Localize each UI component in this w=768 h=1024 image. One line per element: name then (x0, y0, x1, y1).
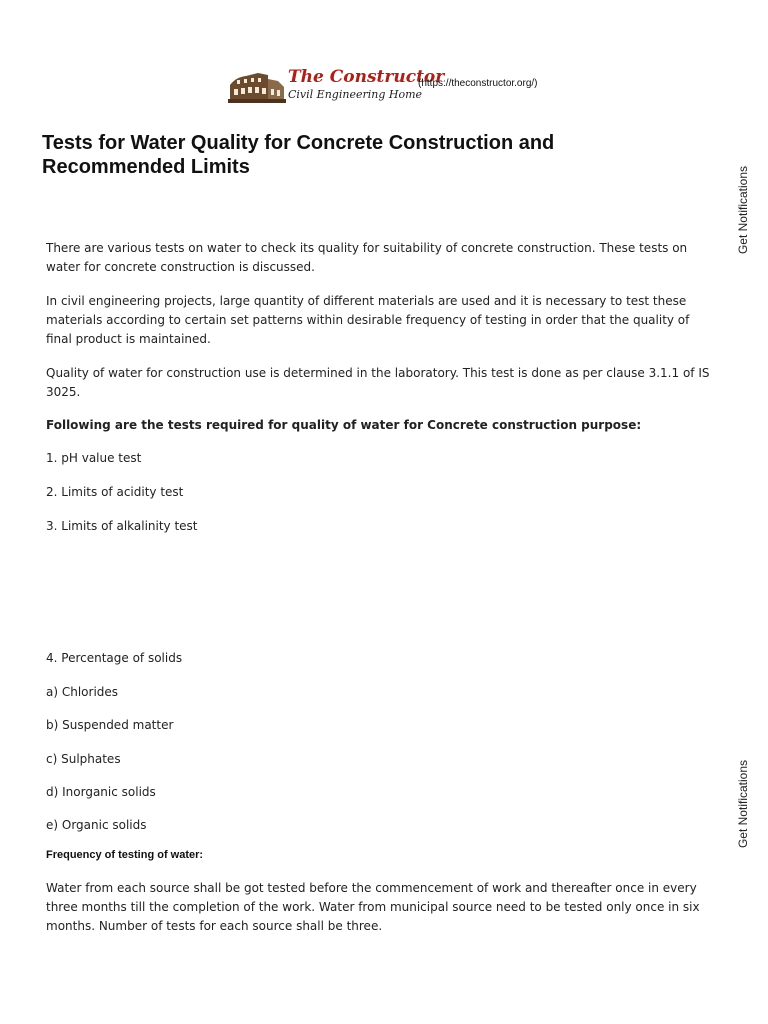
intro-paragraph: There are various tests on water to check its quality for suitability of concrete construction. These tests on water for concrete construction is discussed. (46, 241, 688, 274)
list-item: 3. Limits of alkalinity test (46, 519, 198, 533)
colosseum-logo-icon (228, 69, 286, 103)
materials-paragraph: In civil engineering projects, large quantity of different materials are used and it is necessary to test these materials according to certain set patterns within desirable frequency of testing in order that the quality of final product is maintained. (46, 294, 690, 346)
page-title: Tests for Water Quality for Concrete Construction and Recommended Limits (42, 132, 555, 178)
frequency-heading: Frequency of testing of water: (46, 849, 204, 861)
list-item: e) Organic solids (46, 818, 147, 832)
tests-heading: Following are the tests required for quality of water for Concrete construction purpose: (46, 418, 642, 432)
get-notifications-button-bottom[interactable]: Get Notifications (736, 759, 750, 849)
site-url[interactable]: (https://theconstructor.org/) (418, 78, 538, 89)
get-notifications-button-top[interactable]: Get Notifications (736, 165, 750, 255)
list-item: d) Inorganic solids (46, 785, 156, 799)
logo-subtitle: Civil Engineering Home (288, 88, 423, 101)
list-item: 2. Limits of acidity test (46, 485, 184, 499)
frequency-paragraph: Water from each source shall be got tested before the commencement of work and thereafter once in every three months till the completion of the work. Water from municipal source need to be tested only once in six months. Number of tests for each source shall be three. (46, 881, 700, 933)
list-item: 1. pH value test (46, 451, 142, 465)
list-item: 4. Percentage of solids (46, 651, 183, 665)
list-item: a) Chlorides (46, 685, 119, 699)
list-item: c) Sulphates (46, 752, 121, 766)
list-item: b) Suspended matter (46, 718, 174, 732)
site-header (228, 66, 558, 106)
logo-title: The Constructor (288, 67, 445, 87)
laboratory-paragraph: Quality of water for construction use is determined in the laboratory. This test is done as per clause 3.1.1 of IS 3025. (46, 366, 710, 399)
